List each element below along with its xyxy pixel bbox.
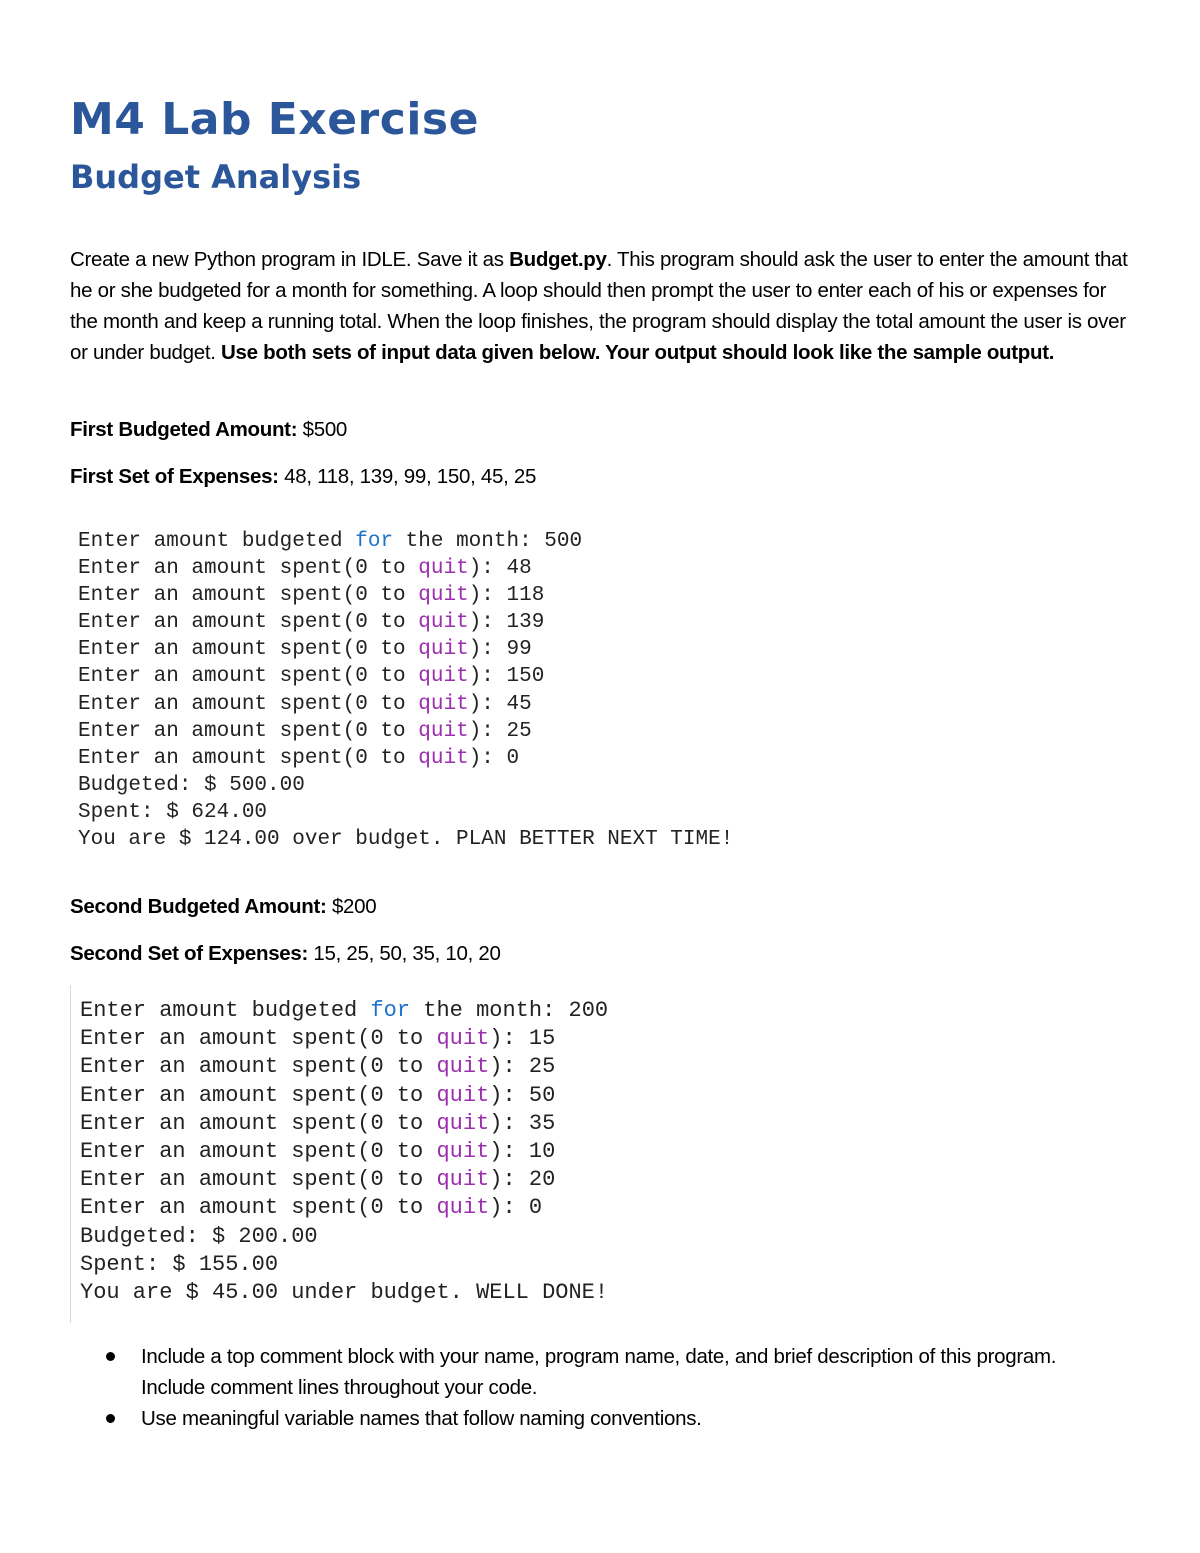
code-line-spent [78,745,733,772]
intro-paragraph [70,244,1135,368]
code-text: Enter an amount spent(0 to [78,719,419,743]
code-text: ): 20 [489,1167,556,1193]
code-line-spent [78,636,733,663]
code-line-spent [80,1166,608,1194]
code-line-spent [78,555,733,582]
code-line-spent [80,1053,608,1081]
code-text: Enter an amount spent(0 to [80,1082,437,1108]
code-builtin: quit [436,1110,490,1136]
code-line-spent [78,691,733,718]
code-text: Enter an amount spent(0 to [78,638,419,662]
list-item [70,1403,1070,1434]
code-text: the month: 500 [393,530,583,553]
code-line-spent [80,1138,608,1166]
code-line-budgeted: Budgeted: $ 500.00 [78,773,305,797]
code-line-spent [78,582,733,609]
code-text: Enter an amount spent(0 to [80,1195,437,1221]
code-text: ): 45 [468,692,532,716]
code-builtin: quit [418,611,469,635]
first-budget-label: First Budgeted Amount: [70,418,298,441]
code-text: Enter an amount spent(0 to [78,746,419,770]
code-text: Enter an amount spent(0 to [78,665,419,689]
list-item-text: Include a top comment block with your name, program name, date, and brief description of this program. Include comment lines throughout your code. [141,1345,1057,1399]
code-keyword: for [355,530,394,553]
code-builtin: quit [418,692,469,716]
first-budget-value: $500 [297,418,348,441]
first-expenses-value: 48, 118, 139, 99, 150, 45, 25 [278,465,537,488]
code-builtin: quit [436,1026,490,1052]
code-line-budget-prompt [78,528,733,555]
code-builtin: quit [436,1054,490,1080]
code-text: Enter amount budgeted [78,530,356,553]
requirements-list [70,1341,1070,1434]
code-builtin: quit [418,665,469,689]
code-line-spent [78,718,733,745]
first-expenses-label: First Set of Expenses: [70,465,279,488]
code-text: ): 25 [468,719,532,743]
code-line-spent [80,1194,608,1222]
code-text: Enter an amount spent(0 to [78,557,419,581]
second-expenses-label: Second Set of Expenses: [70,942,309,965]
code-line-budgeted: Budgeted: $ 200.00 [80,1223,318,1249]
intro-text-1: Create a new Python program in IDLE. Save it as [70,248,510,271]
code-builtin: quit [418,584,469,608]
intro-filename: Budget.py [509,248,607,271]
code-line-spent [80,1082,608,1110]
code-text: Enter an amount spent(0 to [80,1167,437,1193]
code-line-spent [80,1110,608,1138]
code-line-result: You are $ 45.00 under budget. WELL DONE! [80,1280,609,1306]
second-expenses-line [70,938,501,969]
code-text: ): 139 [468,611,545,635]
code-text: Enter an amount spent(0 to [78,692,419,716]
first-expenses-line [70,461,536,492]
code-builtin: quit [418,719,469,743]
code-text: ): 118 [468,584,545,608]
code-text: ): 50 [489,1082,556,1108]
code-builtin: quit [418,746,469,770]
first-budget-line [70,414,347,445]
list-item-text: Use meaningful variable names that follow naming conventions. [141,1407,702,1430]
code-text: the month: 200 [410,998,609,1023]
code-text: Enter an amount spent(0 to [80,1026,437,1052]
code-builtin: quit [436,1139,490,1165]
second-budget-value: $200 [326,895,377,918]
code-text: ): 35 [489,1110,556,1136]
code-text: ): 0 [489,1195,543,1221]
code-builtin: quit [436,1082,490,1108]
code-block-border [70,985,71,1323]
code-text: Enter an amount spent(0 to [78,584,419,608]
code-text: Enter amount budgeted [80,998,371,1023]
code-builtin: quit [418,638,469,662]
code-text: ): 15 [489,1026,556,1052]
code-text: ): 99 [468,638,532,662]
second-expenses-value: 15, 25, 50, 35, 10, 20 [308,942,501,965]
code-text: Enter an amount spent(0 to [80,1139,437,1165]
list-item [70,1341,1070,1403]
code-line-spent [78,609,733,636]
code-line-budget-prompt [80,997,608,1025]
code-builtin: quit [436,1195,490,1221]
code-text: ): 10 [489,1139,556,1165]
code-builtin: quit [436,1167,490,1193]
sample-output-2 [80,997,608,1307]
code-text: Enter an amount spent(0 to [80,1054,437,1080]
document-subtitle: Budget Analysis [70,158,362,196]
code-keyword: for [370,998,411,1023]
bullet-icon [106,1414,115,1423]
code-line-spent-total: Spent: $ 624.00 [78,800,268,824]
second-budget-label: Second Budgeted Amount: [70,895,327,918]
code-builtin: quit [418,557,469,581]
sample-output-1 [78,528,733,853]
code-text: Enter an amount spent(0 to [80,1110,437,1136]
code-text: ): 0 [468,746,520,770]
code-text: ): 150 [468,665,545,689]
code-line-result: You are $ 124.00 over budget. PLAN BETTER NEXT TIME! [78,828,734,852]
bullet-icon [106,1352,115,1361]
second-budget-line [70,891,376,922]
code-text: Enter an amount spent(0 to [78,611,419,635]
code-line-spent [80,1025,608,1053]
code-line-spent [78,663,733,690]
code-line-spent-total: Spent: $ 155.00 [80,1251,279,1277]
intro-emphasis: Use both sets of input data given below. Your output should look like the sample output. [221,341,1055,364]
document-title: M4 Lab Exercise [70,94,479,145]
code-text: ): 25 [489,1054,556,1080]
intro-text-2: . This program should ask the user to enter the amount that he or she budgeted for a month for something. A loop should then prompt the user to enter each of his or expenses for the month and keep a running total. When the loop finishes, the program should display the total amount the user is over or under budget. [70,248,1128,364]
code-text: ): 48 [468,557,532,581]
